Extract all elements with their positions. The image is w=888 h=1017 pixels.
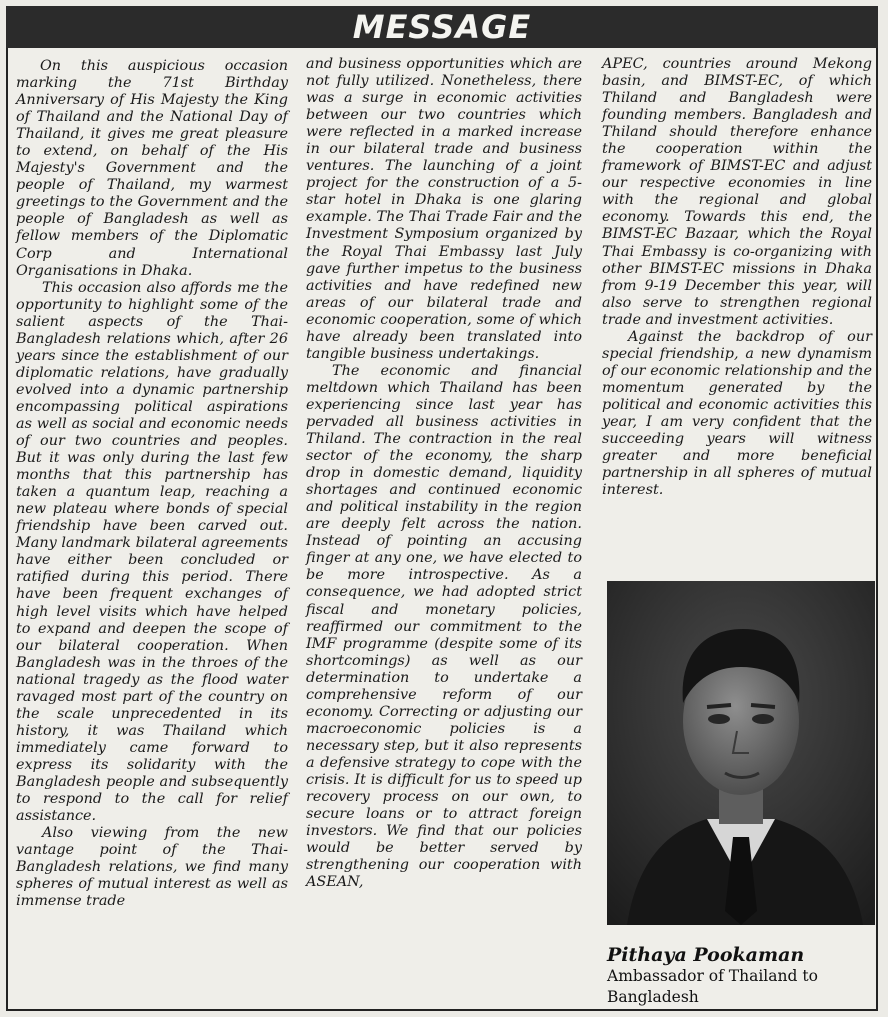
paragraph: The economic and financial meltdown which Thailand has been experiencing since last year has pervaded all business activities in Thiland. The contraction in the real sector of the economy, the sharp drop in domestic demand, liquidity shortages and continued economic and political instability in the region are deeply felt across the nation. Instead of pointing an accusing finger at any one, we have elected to be more introspective. As a consequence, we had adopted strict fiscal and monetary policies, reaffirmed our commitment to the IMF programme (despite some of its shortcomings) as well as our determination to undertake a comprehensive reform of our economy. Correcting or adjusting our macroeconomic policies is a necessary step, but it also represents a defensive strategy to cope with the crisis. It is difficult for us to speed up recovery process on our own, to secure loans or to attract foreign investors. We find that our policies would be better served by strengthening our cooperation with ASEAN, <box>306 362 582 891</box>
banner-title: MESSAGE <box>352 8 532 46</box>
article-column-2 <box>306 56 582 891</box>
portrait-image <box>607 581 875 925</box>
signature-title: Ambassador of Thailand to Bangladesh <box>607 967 818 1006</box>
paragraph: On this auspicious occasion marking the 71st Birthday Anniversary of His Majesty the King of Thailand and the National Day of Thailand, it gives me great pleasure to extend, on behalf of the His Majesty's Government and the people of Thailand, my warmest greetings to the Government and the people of Bangladesh as well as fellow members of the Diplomatic Corp and International Organisations in Dhaka. <box>16 58 288 279</box>
paragraph: and business opportunities which are not fully utilized. Nonetheless, there was a surge in economic activities between our two countries which were reflected in a marked increase in our bilateral trade and business ventures. The launching of a joint project for the construction of a 5-star hotel in Dhaka is one glaring example. The Thai Trade Fair and the Investment Symposium organized by the Royal Thai Embassy last July gave further impetus to the business activities and have redefined new areas of our bilateral trade and economic cooperation, some of which have already been translated into tangible business undertakings. <box>306 56 582 362</box>
signature-name: Pithaya Pookaman <box>607 944 805 966</box>
paragraph: Also viewing from the new vantage point of the Thai-Bangladesh relations, we find many spheres of mutual interest as well as immense trade <box>16 825 288 910</box>
paragraph: This occasion also affords me the opportunity to highlight some of the salient aspects of the Thai-Bangladesh relations which, after 26 years since the establishment of our diplomatic relations, have gradually evolved into a dynamic partnership encompassing political aspirations as well as social and economic needs of our two countries and peoples. But it was only during the last few months that this partnership has taken a quantum leap, reaching a new plateau where bonds of special friendship have been carved out. Many landmark bilateral agreements have either been concluded or ratified during this period. There have been frequent exchanges of high level visits which have helped to expand and deepen the scope of our bilateral cooperation. When Bangladesh was in the throes of the national tragedy as the flood water ravaged most part of the country on the scale unprecedented in its history, it was Thailand which immediately came forward to express its solidarity with the Bangladesh people and subsequently to respond to the call for relief assistance. <box>16 279 288 825</box>
paragraph: APEC, countries around Mekong basin, and BIMST-EC, of which Thiland and Bangladesh were founding members. Bangladesh and Thiland should therefore enhance the cooperation within the framework of BIMST-EC and adjust our respective economies in line with the regional and global economy. Towards this end, the BIMST-EC Bazaar, which the Royal Thai Embassy is co-organizing with other BIMST-EC missions in Dhaka from 9-19 December this year, will also serve to strengthen regional trade and investment activities. <box>602 56 872 328</box>
ambassador-portrait <box>607 581 875 925</box>
article-column-3 <box>602 56 872 499</box>
message-banner <box>6 6 878 48</box>
article-column-1 <box>16 58 288 910</box>
paragraph: Against the backdrop of our special friendship, a new dynamism of our economic relationship and the momentum generated by the political and economic activities this year, I am very confident that the succeeding years will witness greater and more beneficial partnership in all spheres of mutual interest. <box>602 328 872 499</box>
